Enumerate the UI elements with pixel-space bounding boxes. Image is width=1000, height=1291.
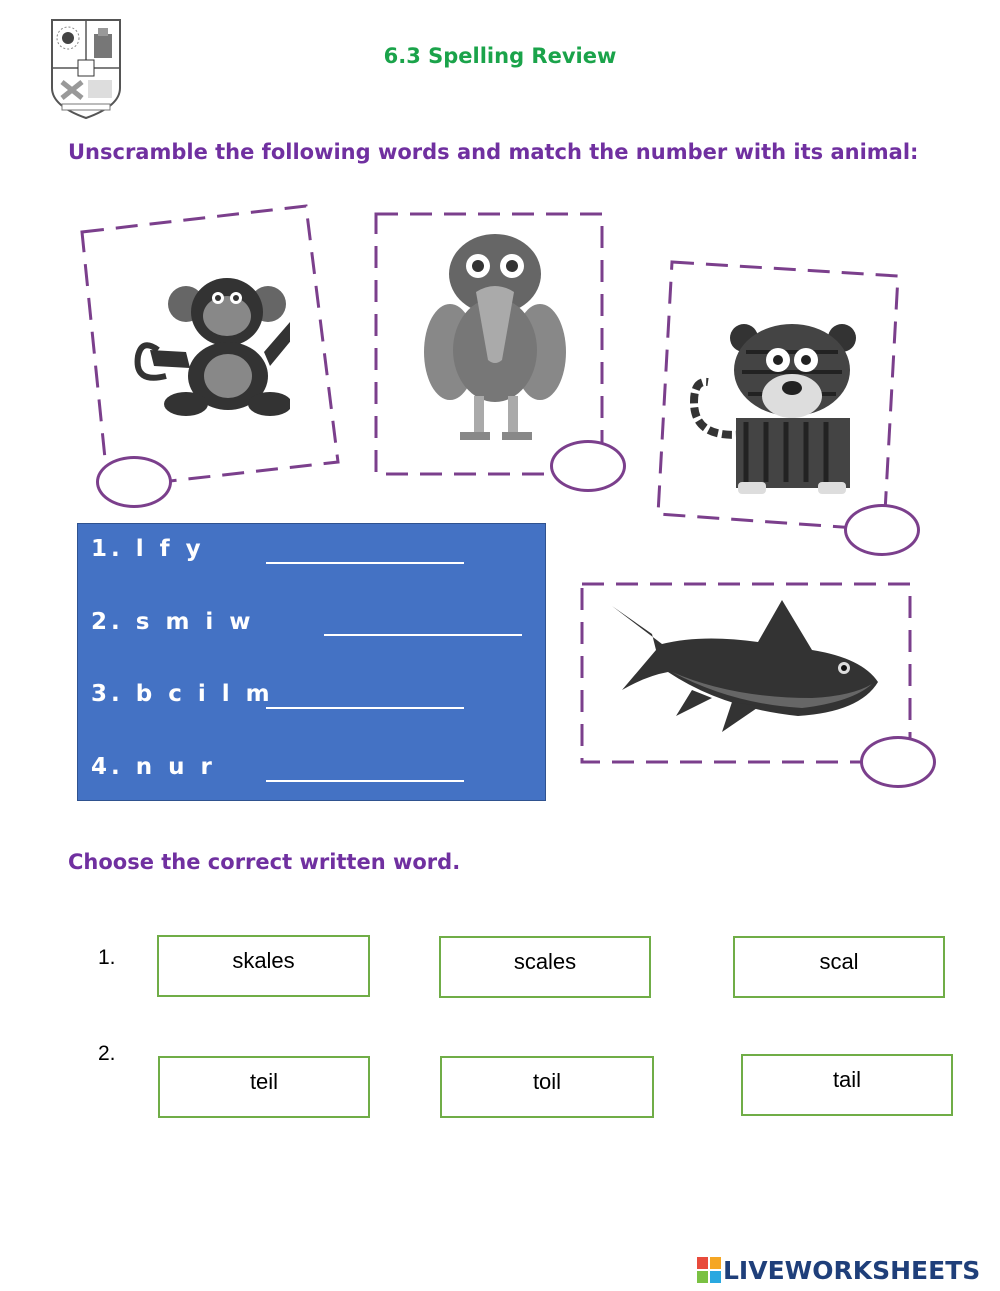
answer-line-2[interactable] [324,634,522,636]
option-q2-a[interactable] [158,1056,370,1118]
option-label: teil [249,1069,279,1094]
answer-line-3[interactable] [266,707,464,709]
option-label: scal [819,949,859,974]
shark-icon [612,598,882,738]
answer-oval-monkey[interactable] [96,456,172,508]
monkey-icon [130,272,290,432]
page-title: 6.3 Spelling Review [383,44,617,68]
scramble-word-1: 1. l f y [91,536,205,562]
option-q1-b[interactable] [439,936,651,998]
scramble-word-box [77,523,546,801]
question-number-2: 2. [98,1042,116,1065]
scramble-word-4: 4. n u r [91,754,216,780]
option-label: toil [532,1069,562,1094]
answer-oval-bird[interactable] [550,440,626,492]
liveworksheets-logo [697,1252,980,1288]
question-number-1: 1. [98,946,116,969]
brand-name: LIVEWORKSHEETS [723,1255,981,1285]
bird-icon [420,232,570,444]
option-q1-c[interactable] [733,936,945,998]
option-label: scales [513,949,577,974]
tiger-icon [686,322,858,496]
scramble-word-3: 3. b c i l m [91,681,274,707]
option-q2-b[interactable] [440,1056,654,1118]
option-label: tail [832,1067,862,1092]
option-q2-c[interactable] [741,1054,953,1116]
liveworksheets-icon [697,1255,723,1285]
choose-instruction: Choose the correct written word. [68,850,461,874]
scramble-word-2: 2. s m i w [91,609,255,635]
unscramble-instruction: Unscramble the following words and match the number with its animal: [68,140,919,164]
answer-oval-shark[interactable] [860,736,936,788]
option-label: skales [232,948,295,973]
answer-oval-tiger[interactable] [844,504,920,556]
answer-line-4[interactable] [266,780,464,782]
answer-line-1[interactable] [266,562,464,564]
option-q1-a[interactable] [157,935,370,997]
